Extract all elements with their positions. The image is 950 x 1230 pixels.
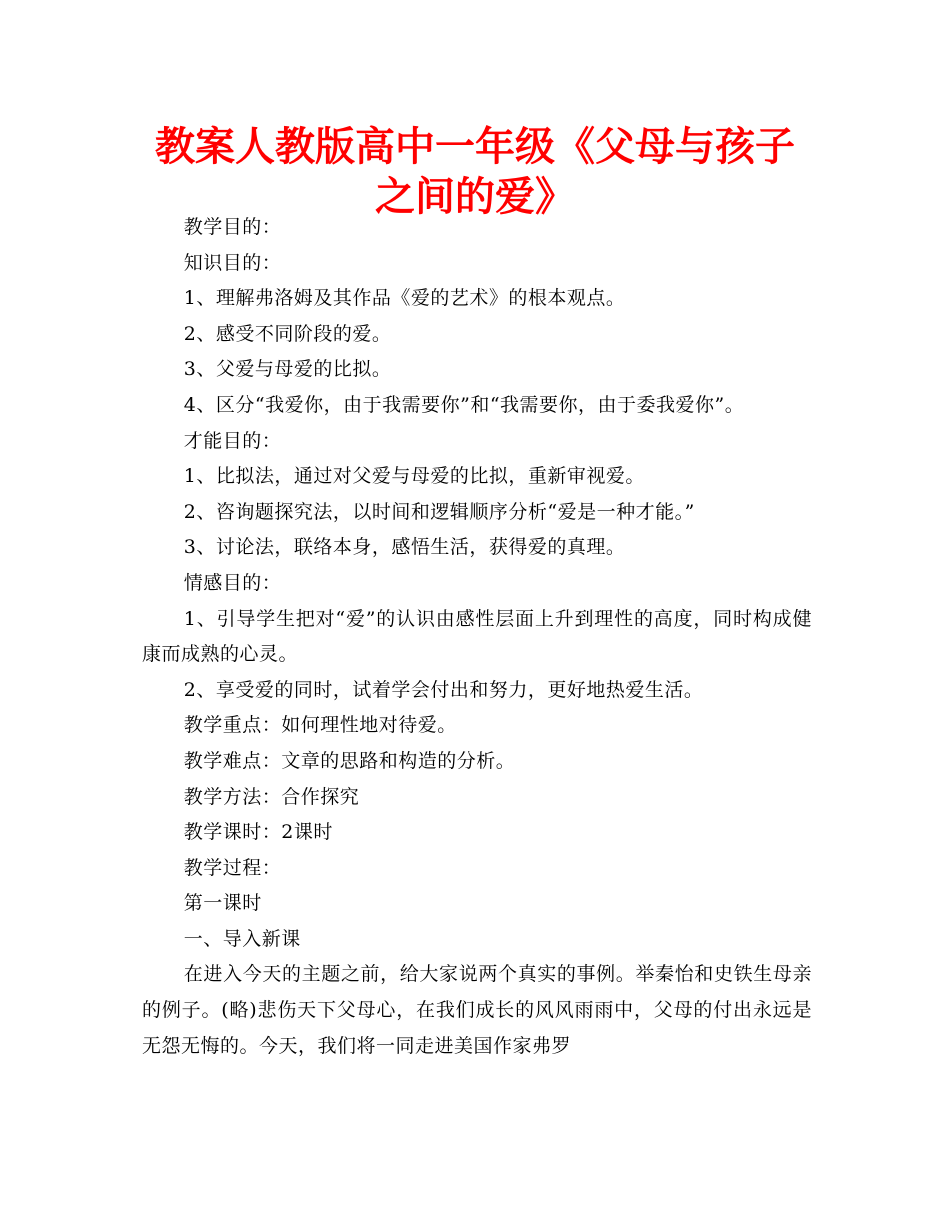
paragraph: 情感目的： [183,571,282,594]
paragraph: 教学难点：文章的思路和构造的分析。 [183,749,516,772]
paragraph: 2、感受不同阶段的爱。 [183,322,392,345]
paragraph: 教学课时：2课时 [183,821,333,844]
paragraph: 教学过程： [183,856,282,879]
paragraph: 才能目的： [183,429,282,452]
paragraph: 教学方法：合作探究 [183,785,360,808]
paragraph: 一、导入新课 [183,927,301,950]
paragraph: 1、理解弗洛姆及其作品《爱的艺术》的根本观点。 [183,287,626,310]
paragraph: 教学重点：如何理性地对待爱。 [183,714,457,737]
paragraph: 在进入今天的主题之前，给大家说两个真实的事例。举秦怡和史铁生母亲的例子。(略)悲伤天下父母心，在我们成长的风风雨雨中，父母的付出永远是无怨无悔的。今天，我们将一同走进美国作家弗罗 [142,963,812,1057]
paragraph: 4、区分“我爱你，由于我需要你”和“我需要你，由于委我爱你”。 [183,393,745,416]
paragraph: 1、引导学生把对“爱”的认识由感性层面上升到理性的高度，同时构成健康而成熟的心灵。 [142,607,812,666]
paragraph: 3、讨论法，联络本身，感悟生活，获得爱的真理。 [183,536,626,559]
paragraph: 2、咨询题探究法，以时间和逻辑顺序分析“爱是一种才能。” [183,500,695,523]
paragraph: 3、父爱与母爱的比拟。 [183,358,392,381]
paragraph: 知识目的： [183,251,282,274]
paragraph: 第一课时 [183,892,262,915]
paragraph: 1、比拟法，通过对父爱与母爱的比拟，重新审视爱。 [183,465,645,488]
document-title: 教案人教版高中一年级《父母与孩子之间的爱》 [155,124,795,220]
document-body [142,210,812,1064]
paragraph: 2、享受爱的同时，试着学会付出和努力，更好地热爱生活。 [183,678,704,701]
paragraph: 教学目的： [183,216,282,238]
